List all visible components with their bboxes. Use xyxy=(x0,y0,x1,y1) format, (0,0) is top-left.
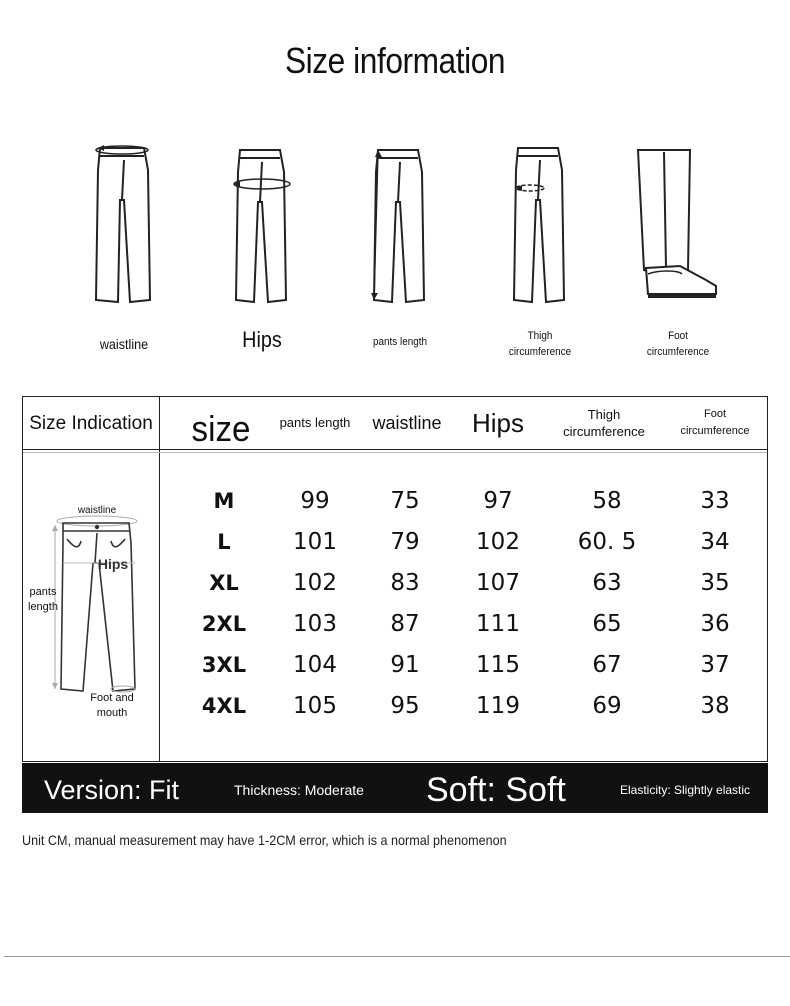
soft-text: Soft: Soft xyxy=(426,771,566,809)
cell-foot: 36 xyxy=(700,611,730,637)
cell-thigh: 58 xyxy=(592,488,622,514)
version-text: Version: Fit xyxy=(44,775,180,805)
header-hips: Hips xyxy=(471,407,524,438)
indication-label-hips: Hips xyxy=(97,556,129,572)
cell-hips: 102 xyxy=(476,529,520,555)
figure-label: waistline xyxy=(99,336,149,352)
indication-label-foot-mouth: Foot and mouth xyxy=(90,692,134,719)
thickness-text: Thickness: Moderate xyxy=(234,782,364,798)
cell-waistline: 83 xyxy=(390,570,420,596)
header-size: size xyxy=(191,407,251,449)
cell-hips: 119 xyxy=(476,693,520,719)
cell-hips: 97 xyxy=(483,488,513,514)
measurement-figures xyxy=(0,140,790,370)
elasticity-text: Elasticity: Slightly elastic xyxy=(620,783,751,797)
cell-hips: 111 xyxy=(476,611,520,637)
cell-hips: 107 xyxy=(476,570,520,596)
figure-label: pants length xyxy=(373,336,427,348)
size-table xyxy=(22,396,768,762)
cell-size: 4XL xyxy=(201,694,247,718)
cell-pants-length: 105 xyxy=(293,693,337,719)
cell-pants-length: 103 xyxy=(293,611,337,637)
cell-pants-length: 102 xyxy=(293,570,337,596)
cell-thigh: 65 xyxy=(592,611,622,637)
header-size-indication: Size Indication xyxy=(29,412,153,434)
cell-waistline: 75 xyxy=(390,488,420,514)
figure-label: Foot circumference xyxy=(646,330,710,358)
cell-waistline: 91 xyxy=(390,652,420,678)
header-waistline: waistline xyxy=(372,412,442,433)
figure-foot xyxy=(608,140,748,370)
indication-label-pants-length: pants length xyxy=(28,586,58,613)
cell-thigh: 60. 5 xyxy=(577,529,637,555)
indication-label-waistline: waistline xyxy=(77,505,117,516)
pants-thigh-illustration xyxy=(470,140,610,310)
figure-pants-length xyxy=(330,140,470,370)
cell-size: XL xyxy=(209,571,239,595)
cell-thigh: 69 xyxy=(592,693,622,719)
figure-label: Hips xyxy=(242,327,282,352)
pants-waistline-illustration xyxy=(54,140,194,310)
cell-waistline: 79 xyxy=(390,529,420,555)
header-thigh: Thigh circumference xyxy=(563,407,645,439)
cell-size: 3XL xyxy=(201,653,247,677)
pants-hips-illustration xyxy=(192,140,332,310)
cell-foot: 35 xyxy=(700,570,730,596)
cell-foot: 37 xyxy=(700,652,730,678)
cell-size: 2XL xyxy=(201,612,247,636)
header-foot: Foot circumference xyxy=(680,408,750,437)
cell-waistline: 95 xyxy=(390,693,420,719)
cell-foot: 34 xyxy=(700,529,730,555)
bottom-divider xyxy=(4,956,790,957)
cell-thigh: 67 xyxy=(592,652,622,678)
cell-thigh: 63 xyxy=(592,570,622,596)
figure-waistline xyxy=(54,140,194,370)
cell-pants-length: 104 xyxy=(293,652,337,678)
header-pants-length: pants length xyxy=(279,415,351,430)
pants-foot-illustration xyxy=(608,140,748,310)
measurement-note: Unit CM, manual measurement may have 1-2CM error, which is a normal phenomenon xyxy=(22,832,507,848)
cell-foot: 38 xyxy=(700,693,730,719)
cell-size: L xyxy=(217,530,231,554)
figure-thigh xyxy=(470,140,610,370)
cell-foot: 33 xyxy=(700,488,730,514)
cell-pants-length: 101 xyxy=(293,529,337,555)
pants-length-illustration xyxy=(330,140,470,310)
header-divider xyxy=(23,449,767,450)
cell-waistline: 87 xyxy=(390,611,420,637)
figure-hips xyxy=(192,140,332,370)
page-title: Size information xyxy=(284,40,506,81)
cell-pants-length: 99 xyxy=(300,488,330,514)
cell-hips: 115 xyxy=(476,652,520,678)
product-info-bar xyxy=(22,763,768,813)
cell-size: M xyxy=(213,489,235,513)
figure-label: Thigh circumference xyxy=(508,330,572,358)
